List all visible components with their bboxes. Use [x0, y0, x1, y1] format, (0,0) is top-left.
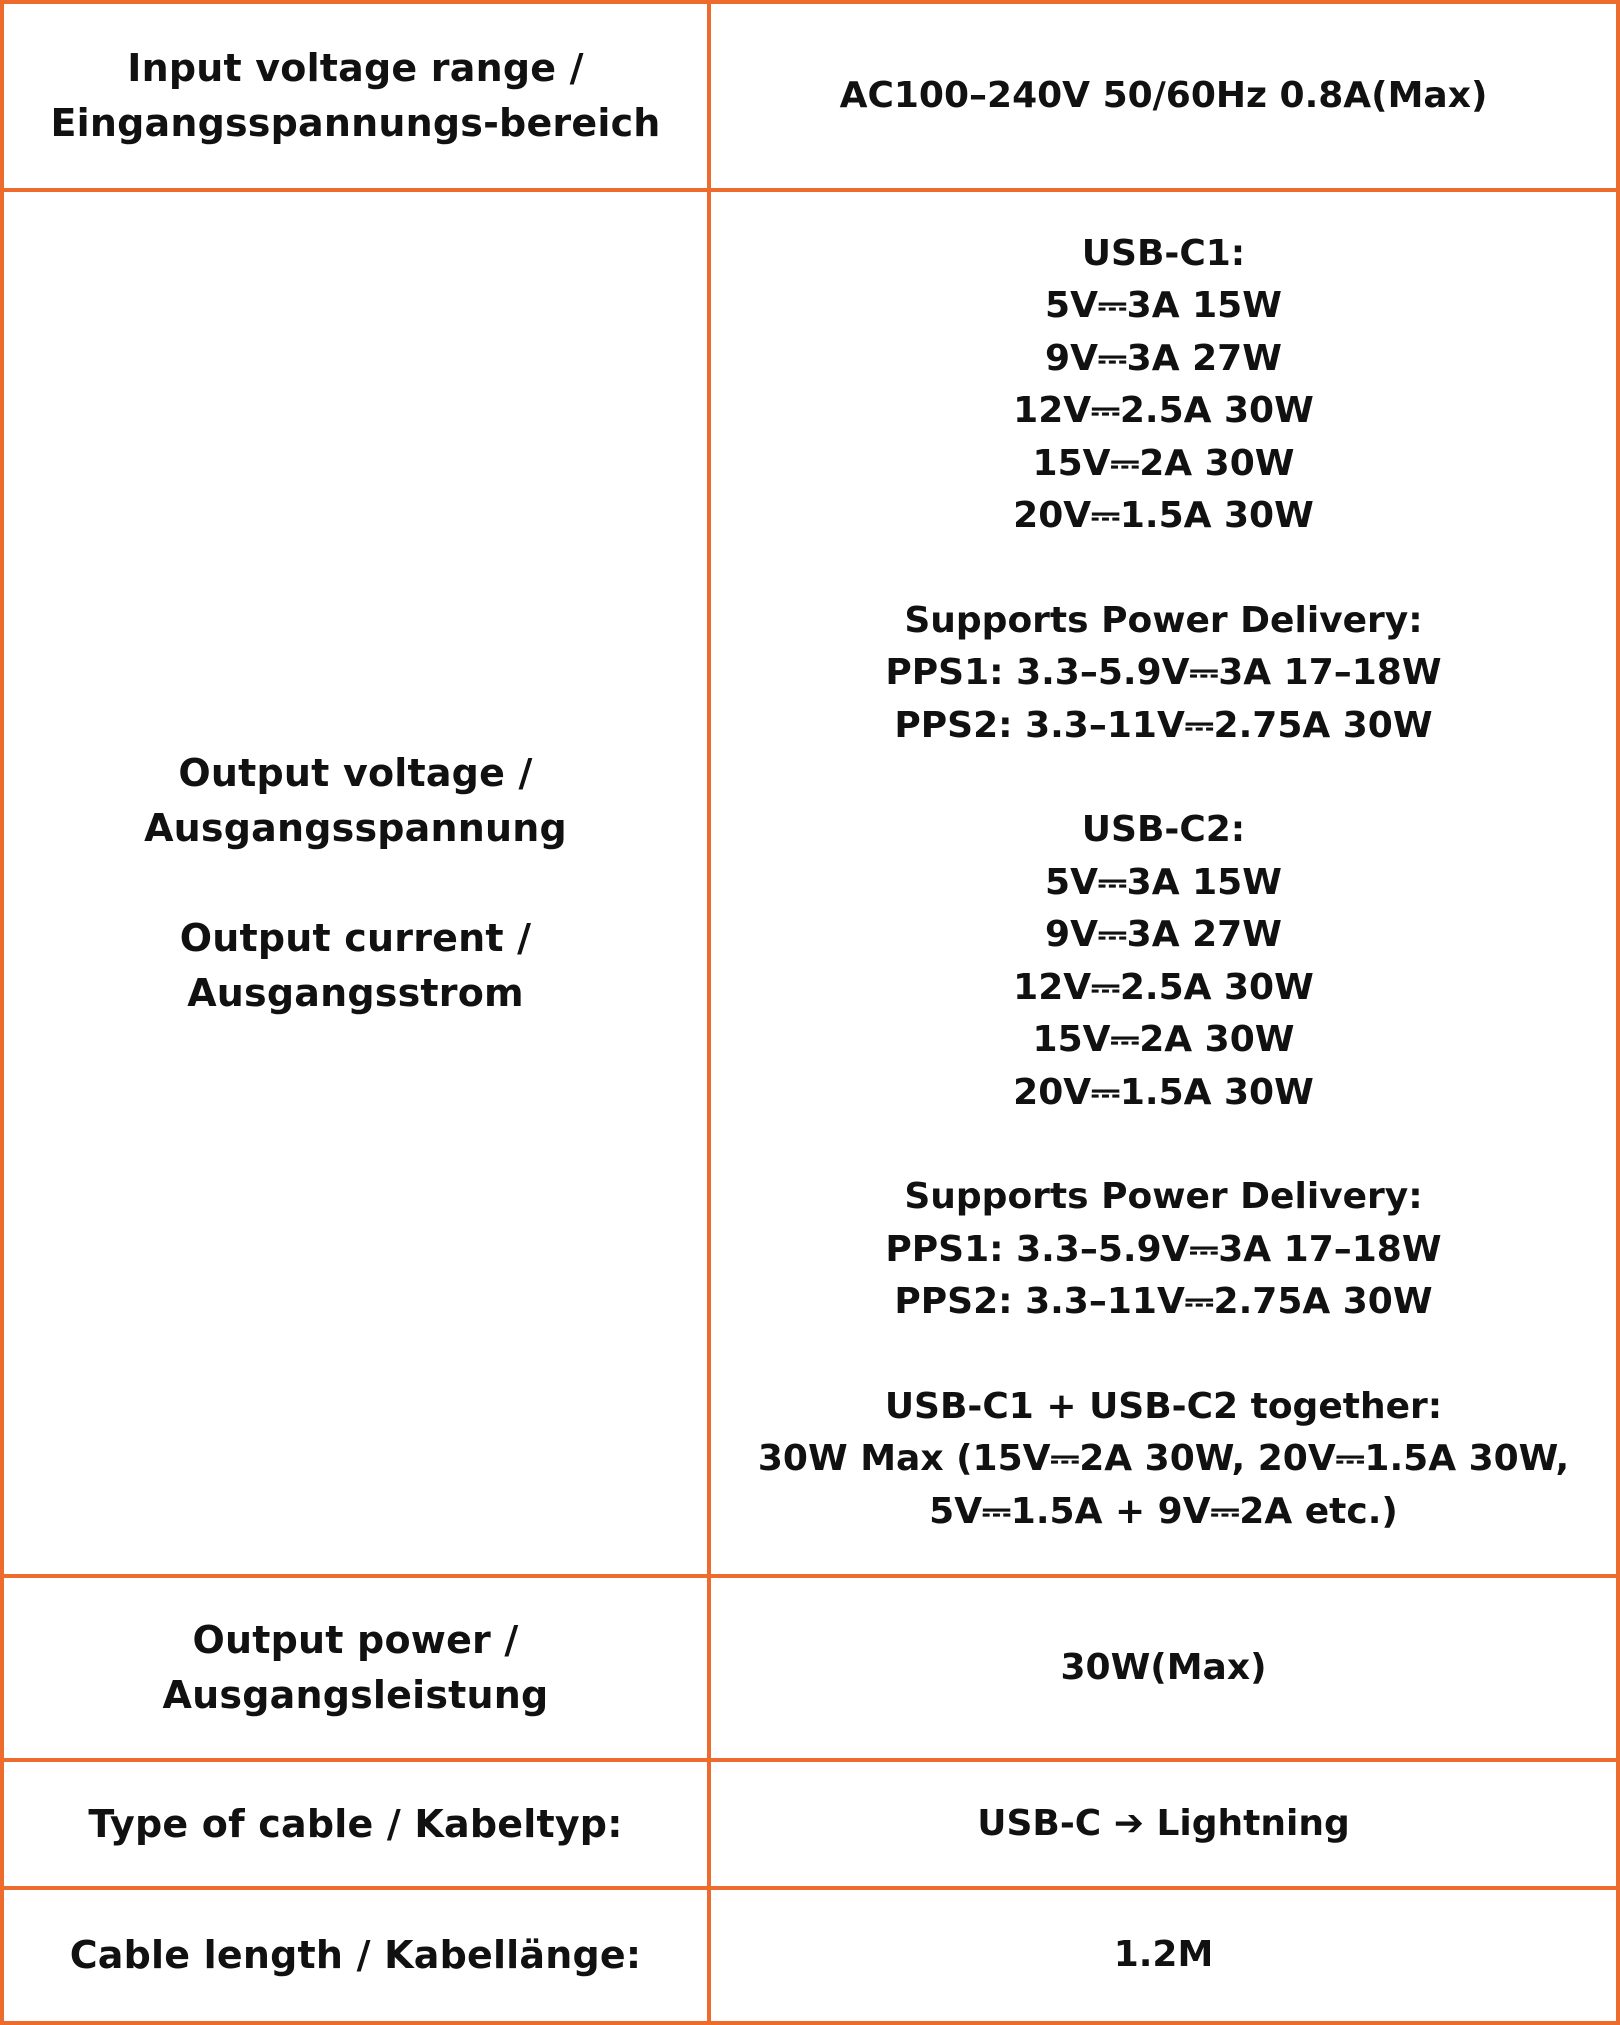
label-line: Ausgangsleistung: [162, 1673, 549, 1717]
label-output-voltage-current: [4, 192, 711, 1574]
label-line: Output current /: [179, 915, 532, 960]
usb-c2-mode: 12V⎓2.5A 30W: [1013, 966, 1314, 1008]
label-line: Input voltage range /: [127, 46, 584, 90]
label-line: Cable length / Kabellänge:: [69, 1933, 642, 1977]
usb-c2-mode: 9V⎓3A 27W: [1045, 914, 1282, 956]
usb-c1-mode: 15V⎓2A 30W: [1032, 442, 1295, 484]
usb-c2-mode: 15V⎓2A 30W: [1032, 1019, 1295, 1061]
label-cable-length: [4, 1890, 711, 2021]
combined-line: 5V⎓1.5A + 9V⎓2A etc.): [929, 1490, 1398, 1532]
row-input-voltage: [4, 4, 1616, 188]
usb-c2-pps: PPS1: 3.3–5.9V⎓3A 17–18W: [885, 1228, 1442, 1270]
value-input-voltage: [711, 4, 1616, 188]
label-output-power: [4, 1578, 711, 1758]
value-output-power: [711, 1578, 1616, 1758]
value-text: 30W(Max): [1060, 1646, 1267, 1688]
label-line: Output voltage /: [178, 750, 533, 795]
usb-c2-mode: 20V⎓1.5A 30W: [1013, 1071, 1314, 1113]
usb-c1-pps: PPS1: 3.3–5.9V⎓3A 17–18W: [885, 652, 1442, 694]
label-line: Output power /: [192, 1618, 519, 1662]
label-input-voltage: [4, 4, 711, 188]
combined-title: USB-C1 + USB-C2 together:: [884, 1385, 1443, 1427]
label-line: Type of cable / Kabeltyp:: [88, 1801, 623, 1846]
value-cable-type: [711, 1762, 1616, 1886]
label-cable-type: [4, 1762, 711, 1886]
value-text: AC100–240V 50/60Hz 0.8A(Max): [839, 74, 1488, 116]
value-text: 1.2M: [1113, 1934, 1214, 1976]
usb-c1-mode: 20V⎓1.5A 30W: [1013, 495, 1314, 537]
label-line: Ausgangsspannung: [144, 805, 567, 850]
value-text: USB-C ➔ Lightning: [977, 1802, 1350, 1844]
usb-c2-mode: 5V⎓3A 15W: [1045, 861, 1282, 903]
usb-c2-pd-title: Supports Power Delivery:: [904, 1176, 1423, 1218]
label-line: Eingangsspannungs-bereich: [50, 101, 661, 145]
usb-c1-pps: PPS2: 3.3–11V⎓2.75A 30W: [894, 704, 1433, 746]
usb-c1-mode: 9V⎓3A 27W: [1045, 337, 1282, 379]
combined-line: 30W Max (15V⎓2A 30W, 20V⎓1.5A 30W,: [757, 1438, 1570, 1480]
row-cable-length: [4, 1886, 1616, 2021]
row-output-power: [4, 1574, 1616, 1758]
usb-c2-title: USB-C2:: [1081, 809, 1246, 851]
usb-c2-pps: PPS2: 3.3–11V⎓2.75A 30W: [894, 1281, 1433, 1323]
label-line: Ausgangsstrom: [187, 970, 524, 1015]
usb-c1-mode: 5V⎓3A 15W: [1045, 285, 1282, 327]
usb-c1-title: USB-C1:: [1081, 232, 1246, 274]
usb-c1-pd-title: Supports Power Delivery:: [904, 599, 1423, 641]
row-output-voltage-current: [4, 188, 1616, 1574]
row-cable-type: [4, 1758, 1616, 1886]
usb-c1-mode: 12V⎓2.5A 30W: [1013, 390, 1314, 432]
value-cable-length: [711, 1890, 1616, 2021]
value-output-specs: [711, 192, 1616, 1574]
